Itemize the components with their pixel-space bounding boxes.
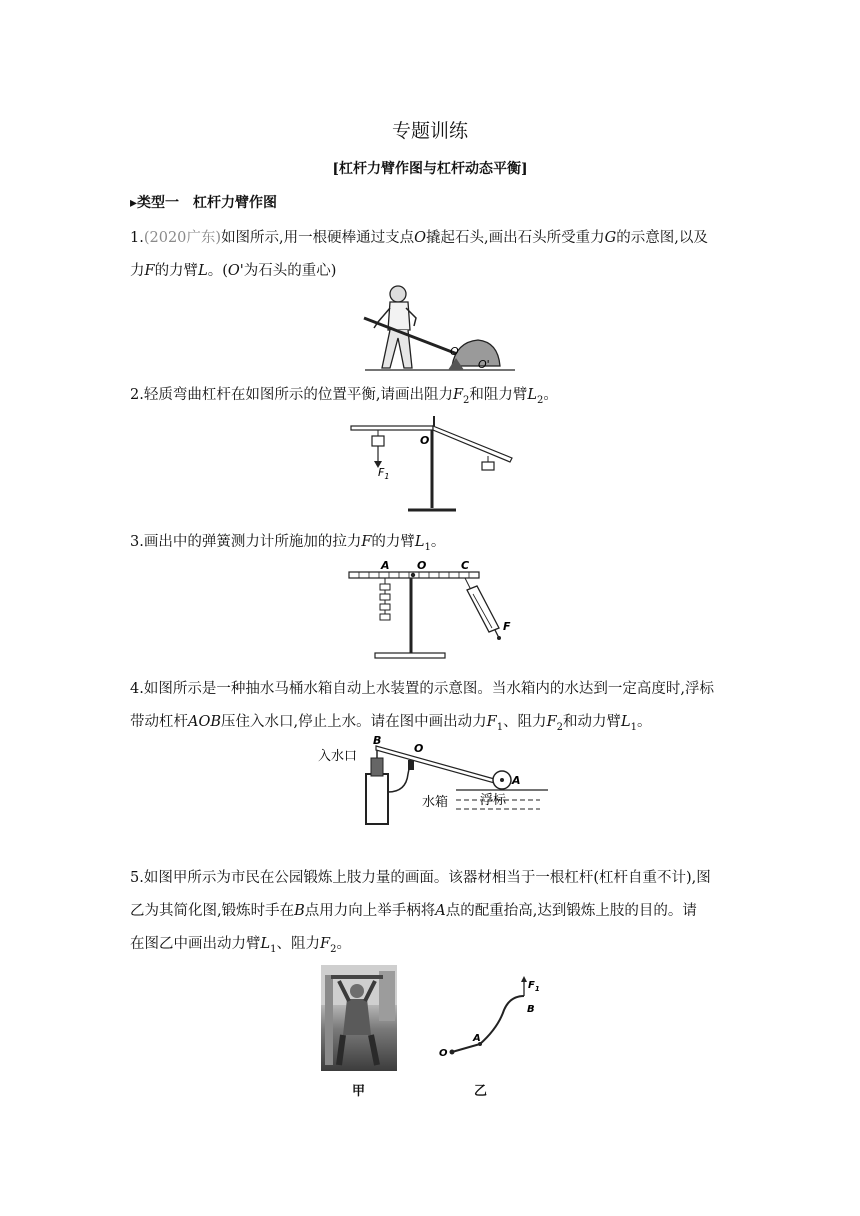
q5-fig-o-label: O (439, 1048, 448, 1059)
q4-line1: 4.如图所示是一种抽水马桶水箱自动上水装置的示意图。当水箱内的水达到一定高度时,浮标 (130, 681, 714, 697)
page-title: 专题训练 (391, 120, 468, 142)
q5-fig-f1-label: $F_1$ (528, 980, 540, 993)
q5-caption-yi: 乙 (474, 1084, 488, 1099)
q5-caption-jia: 甲 (352, 1084, 366, 1099)
q5-line1: 5.如图甲所示为市民在公园锻炼上肢力量的画面。该器材相当于一根杠杆(杠杆自重不计),图 (130, 870, 711, 886)
page-subtitle: [杠杆力臂作图与杠杆动态平衡] (332, 161, 528, 177)
q4-fig-a-label: A (512, 774, 521, 787)
q5-line3: 在图乙中画出动力臂$L_1$、阻力$F_2$。 (130, 936, 351, 955)
q1-line1: 1.(2020广东)如图所示,用一根硬棒通过支点O撬起石头,画出石头所受重力G的示意图,以及 (130, 230, 708, 246)
q3-text: 3.画出中的弹簧测力计所施加的拉力F的力臂$L_1$。 (130, 534, 446, 553)
q1-line2: 力F的力臂L。(O'为石头的重心) (130, 263, 337, 279)
q3-fig-a-label: A (381, 559, 390, 572)
q4-fig-float-label: 浮标 (480, 793, 507, 808)
q2-fig-f1-label: $F_1$ (378, 466, 390, 481)
q4-fig-o-label: O (414, 742, 424, 755)
q4-fig-inlet-label: 入水口 (318, 749, 358, 764)
q2-fig-o-label: O (420, 434, 430, 447)
q1-figure (360, 282, 520, 374)
q5-fig-a-label: A (473, 1033, 481, 1044)
q5-photo-jia (321, 965, 397, 1071)
q3-fig-c-label: C (461, 559, 470, 572)
q3-fig-o-label: O (417, 559, 427, 572)
q2-figure (348, 412, 518, 516)
q5-figure-yi (436, 974, 546, 1066)
q3-figure (345, 558, 517, 664)
q1-source: (2020广东) (143, 230, 222, 246)
q4-fig-b-label: B (373, 734, 382, 747)
q1-fig-oprime-label: O' (478, 358, 490, 371)
q5-photo-figure (321, 965, 397, 1071)
section-heading: ▸类型一 杠杆力臂作图 (130, 195, 278, 211)
q1-fig-o-label: O (450, 345, 459, 358)
q4-fig-tank-label: 水箱 (422, 795, 449, 810)
q4-line2: 带动杠杆AOB压住入水口,停止上水。请在图中画出动力$F_1$、阻力$F_2$和动力臂$L_1$。 (130, 714, 652, 733)
q4-figure (316, 734, 552, 828)
q5-line2: 乙为其简化图,锻炼时手在B点用力向上举手柄将A点的配重抬高,达到锻炼上肢的目的。请 (130, 903, 697, 919)
q5-fig-b-label: B (527, 1004, 535, 1015)
q2-text: 2.轻质弯曲杠杆在如图所示的位置平衡,请画出阻力$F_2$和阻力臂$L_2$。 (130, 387, 558, 406)
q3-fig-f-label: F (503, 620, 511, 633)
